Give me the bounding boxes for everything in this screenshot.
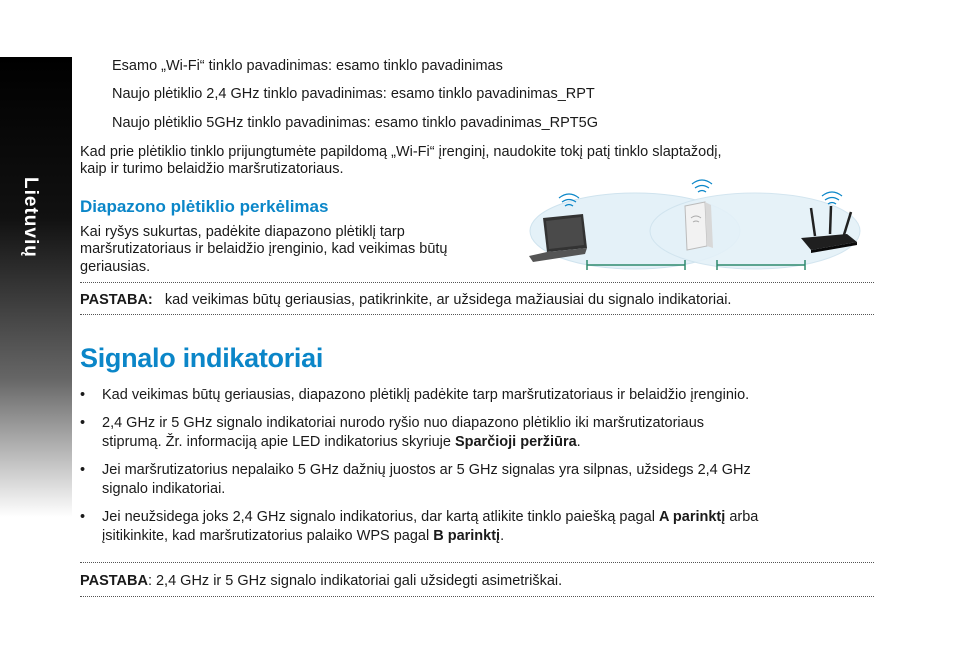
note-1 bbox=[80, 292, 731, 308]
divider bbox=[80, 282, 874, 283]
language-side-tab bbox=[0, 57, 72, 517]
wifi-icon bbox=[692, 180, 712, 192]
connect-note-line-1: Kad prie plėtiklio tinklo prijungtumėte papildomą „Wi-Fi“ įrenginį, naudokite tokį patį tinklo slaptažodį, bbox=[80, 144, 722, 160]
placement-illustration bbox=[525, 176, 870, 276]
note-text: kad veikimas būtų geriausias, patikrinkite, ar užsidega mažiausiai du signalo indikatoriai. bbox=[164, 292, 732, 308]
relocation-line-2: maršrutizatoriaus ir belaidžio įrenginio, kad veikimas būtų bbox=[80, 241, 448, 257]
relocation-heading: Diapazono plėtiklio perkėlimas bbox=[80, 197, 329, 216]
note-2 bbox=[80, 573, 562, 589]
divider bbox=[80, 562, 874, 563]
list-item: • 2,4 GHz ir 5 GHz signalo indikatoriai nurodo ryšio nuo diapazono plėtiklio iki maršrutizatoriaus stiprumą. Žr. informaciją apie LED indikatorius skyriuje Sparčioji peržiūra. bbox=[80, 415, 705, 450]
range-extender-icon bbox=[685, 202, 713, 250]
ssid-line-24ghz: Naujo plėtiklio 2,4 GHz tinklo pavadinimas: esamo tinklo pavadinimas_RPT bbox=[112, 86, 595, 102]
ssid-line-existing: Esamo „Wi-Fi“ tinklo pavadinimas: esamo tinklo pavadinimas bbox=[112, 58, 503, 74]
divider bbox=[80, 596, 874, 597]
divider bbox=[80, 314, 874, 315]
relocation-line-3: geriausias. bbox=[80, 259, 151, 275]
ssid-line-5ghz: Naujo plėtiklio 5GHz tinklo pavadinimas: esamo tinklo pavadinimas_RPT5G bbox=[112, 115, 598, 131]
connect-note-line-2: kaip ir turimo belaidžio maršrutizatoriaus. bbox=[80, 161, 344, 177]
note-text: : 2,4 GHz ir 5 GHz signalo indikatoriai gali užsidegti asimetriškai. bbox=[147, 573, 563, 589]
note-label: PASTABA: bbox=[80, 292, 153, 308]
language-label: Lietuvių bbox=[20, 177, 41, 258]
list-item: • Jei maršrutizatorius nepalaiko 5 GHz dažnių juostos ar 5 GHz signalas yra silpnas, užsidegs 2,4 GHz signalo indikatoriai. bbox=[80, 462, 751, 497]
note-label: PASTABA bbox=[80, 573, 148, 589]
signal-heading: Signalo indikatoriai bbox=[80, 343, 324, 373]
list-item: • Kad veikimas būtų geriausias, diapazono plėtiklį padėkite tarp maršrutizatoriaus ir belaidžio įrenginio. bbox=[80, 387, 750, 403]
relocation-line-1: Kai ryšys sukurtas, padėkite diapazono plėtiklį tarp bbox=[80, 224, 405, 240]
signal-bullet-list bbox=[80, 386, 880, 546]
list-item: • Jei neužsidega joks 2,4 GHz signalo indikatorius, dar kartą atlikite tinklo paiešką pagal A parinktį arba įsitikinkite, kad maršrutizatorius palaiko WPS pagal B parinktį. bbox=[80, 509, 759, 544]
